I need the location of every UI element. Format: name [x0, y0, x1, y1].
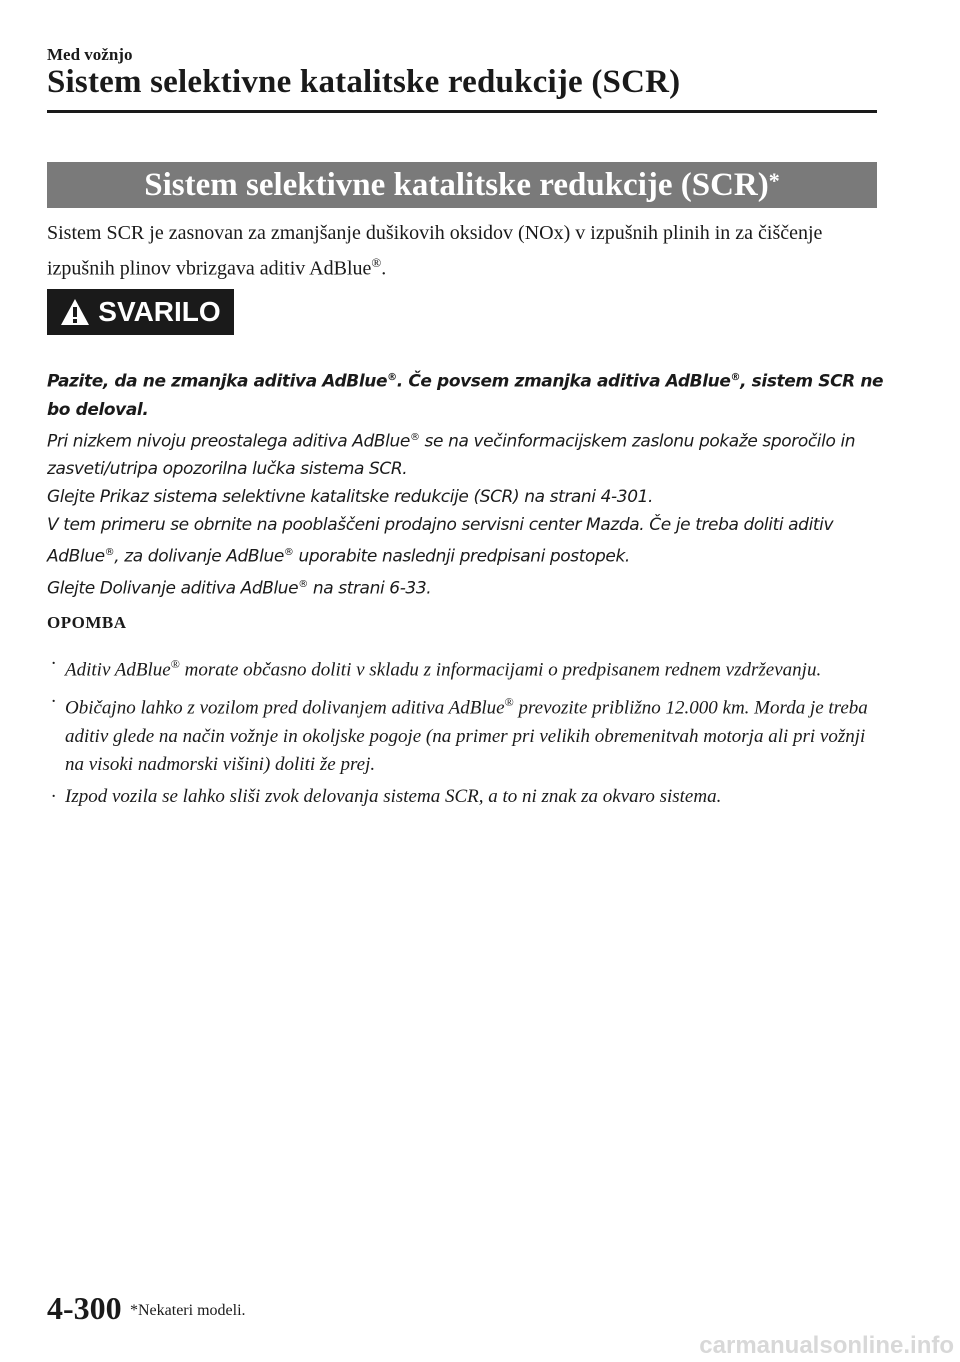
watermark: carmanualsonline.info [699, 1332, 954, 1359]
warning-label: SVARILO [98, 296, 221, 327]
page-number: 4-300 [47, 1290, 122, 1326]
bullet: · [51, 785, 56, 807]
bullet: · [51, 691, 56, 713]
warning-triangle-icon [60, 298, 90, 326]
warning-text-3: V tem primeru se obrnite na pooblaščeni prodajno servisni center Mazda. Če je treba doliti aditiv AdBlue®, za dolivanje AdBlue® uporabite naslednji predpisani postopek. [47, 515, 834, 567]
warning-badge [47, 289, 234, 335]
list-item: · Aditiv AdBlue® morate občasno doliti v skladu z informacijami o predpisanem rednem vzdrževanju. [47, 650, 877, 684]
banner-asterisk: * [768, 168, 780, 193]
warning-lead: Pazite, da ne zmanjka aditiva AdBlue®. Če povsem zmanjka aditiva AdBlue®, sistem SCR ne bo deloval. [47, 371, 884, 420]
running-title: Sistem selektivne katalitske redukcije (SCR) [47, 64, 681, 100]
warning-text-2: Glejte Prikaz sistema selektivne katalitske redukcije (SCR) na strani 4-301. [47, 487, 654, 508]
intro-paragraph: Sistem SCR je zasnovan za zmanjšanje dušikovih oksidov (NOx) v izpušnih plinih in za čiščenje izpušnih plinov vbrizgava aditiv AdBlue®. [47, 222, 823, 280]
note-title: OPOMBA [47, 613, 127, 632]
note-list [47, 650, 877, 815]
bullet: · [51, 653, 56, 674]
banner-title: Sistem selektivne katalitske redukcije (SCR) [144, 166, 769, 203]
header-rule [47, 110, 877, 113]
section-label: Med vožnjo [47, 45, 133, 64]
warning-body [47, 364, 897, 603]
list-item: · Običajno lahko z vozilom pred dolivanjem aditiva AdBlue® prevozite približno 12.000 km. Morda je treba aditiv glede na način vožnje in okoljske pogoje (na primer pri velikih obremenitvah motorja ali pri vožnji na visoki nadmorski višini) doliti že prej. [47, 688, 877, 778]
list-item: · Izpod vozila se lahko sliši zvok delovanja sistema SCR, a to ni znak za okvaro sistema. [47, 783, 877, 811]
section-banner [47, 162, 877, 208]
warning-text-4: Glejte Dolivanje aditiva AdBlue® na strani 6-33. [47, 578, 432, 599]
warning-text-1: Pri nizkem nivoju preostalega aditiva AdBlue® se na večinformacijskem zaslonu pokaže sporočilo in zasveti/utripa opozorilna lučka sistema SCR. [47, 431, 856, 480]
footnote: *Nekateri modeli. [130, 1302, 246, 1319]
